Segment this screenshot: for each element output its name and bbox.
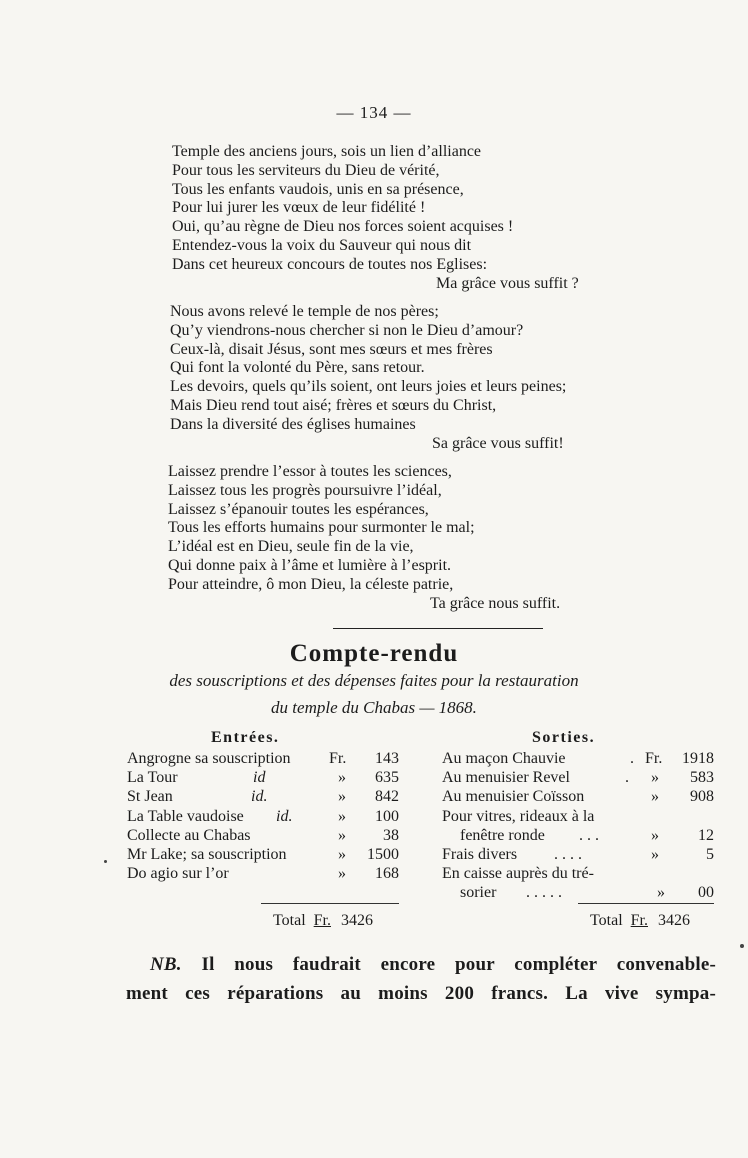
row-currency: » xyxy=(651,769,659,787)
table-row xyxy=(442,807,714,826)
row-currency: » xyxy=(338,788,346,806)
row-label: fenêtre ronde xyxy=(460,826,545,844)
poem-line: Les devoirs, quels qu’ils soient, ont leurs joies et leurs peines; xyxy=(170,378,567,396)
row-label: Do agio sur l’or xyxy=(127,865,229,883)
entrees-table xyxy=(127,749,399,883)
row-amount: 12 xyxy=(698,826,714,844)
section-divider xyxy=(333,628,543,629)
table-row xyxy=(127,749,399,768)
row-amount: 635 xyxy=(375,769,399,787)
row-currency: » xyxy=(651,788,659,806)
row-amount: 908 xyxy=(690,788,714,806)
row-amount: 100 xyxy=(375,807,399,825)
page-number: — 134 — xyxy=(336,103,412,122)
table-row xyxy=(127,768,399,787)
row-amount: 00 xyxy=(698,884,714,902)
entrees-heading: Entrées. xyxy=(211,729,280,746)
report-subtitle-line-1: des souscriptions et des dépenses faites pour la restauration xyxy=(169,671,579,690)
row-dots: . . . xyxy=(579,826,599,844)
poem-stanza-3 xyxy=(0,463,748,613)
row-amount: 38 xyxy=(383,826,399,844)
poem-line: Pour tous les serviteurs du Dieu de vérité, xyxy=(172,161,440,179)
row-label: Frais divers xyxy=(442,845,518,863)
report-title: Compte-rendu xyxy=(289,640,459,667)
poem-line: Temple des anciens jours, sois un lien d’alliance xyxy=(172,143,482,160)
entrees-total xyxy=(273,912,373,930)
poem-line: Laissez s’épanouir toutes les espérances, xyxy=(168,500,429,518)
table-row xyxy=(442,864,714,883)
poem-line: Tous les enfants vaudois, unis en sa présence, xyxy=(172,180,464,198)
row-currency: » xyxy=(338,826,346,844)
ink-speck xyxy=(740,944,744,948)
row-label: Au menuisier Revel xyxy=(442,769,570,787)
row-amount: 583 xyxy=(690,769,714,787)
row-label: La Table vaudoise xyxy=(127,807,244,825)
row-label: Mr Lake; sa souscription xyxy=(127,845,287,863)
poem-line: Nous avons relevé le temple de nos pères; xyxy=(170,303,439,320)
total-currency: Fr. xyxy=(630,912,648,929)
poem-line: Tous les efforts humains pour surmonter le mal; xyxy=(168,519,475,537)
poem-line: Qui donne paix à l’âme et lumière à l’esprit. xyxy=(168,556,452,574)
row-currency: » xyxy=(338,807,346,825)
row-currency: » xyxy=(338,845,346,863)
footnote-line-2: ment ces réparations au moins 200 francs. La vive sympa- xyxy=(126,983,716,1004)
table-row xyxy=(442,826,714,845)
row-amount: 5 xyxy=(706,845,714,863)
total-amount: 3426 xyxy=(658,912,690,929)
row-note: id. xyxy=(276,807,293,825)
table-row xyxy=(127,787,399,806)
row-label: La Tour xyxy=(127,769,178,787)
poem-stanza-2 xyxy=(0,303,748,453)
poem-stanza-1 xyxy=(0,143,748,293)
poem-line: Dans cet heureux concours de toutes nos Eglises: xyxy=(172,255,488,273)
total-label: Total xyxy=(273,912,306,929)
sorties-table xyxy=(442,749,714,903)
row-currency: » xyxy=(651,845,659,863)
table-row xyxy=(127,807,399,826)
row-amount: 842 xyxy=(375,788,399,806)
report-subtitle-line-2: du temple du Chabas — 1868. xyxy=(271,698,477,717)
entrees-total-rule xyxy=(261,903,399,904)
table-row xyxy=(442,883,714,902)
footnote-text-1: Il nous faudrait encore pour compléter convenable- xyxy=(201,954,716,975)
row-label: Collecte au Chabas xyxy=(127,826,251,844)
total-currency: Fr. xyxy=(313,912,331,929)
poem-refrain: Ta grâce nous suffit. xyxy=(430,594,561,612)
footnote-line-1 xyxy=(126,950,716,979)
table-row xyxy=(127,864,399,883)
row-dots: . xyxy=(625,769,629,787)
poem-refrain: Sa grâce vous suffit! xyxy=(432,434,564,452)
row-amount: 1918 xyxy=(682,750,714,767)
poem-line: Pour atteindre, ô mon Dieu, la céleste patrie, xyxy=(168,575,454,593)
poem-line: Oui, qu’au règne de Dieu nos forces soient acquises ! xyxy=(172,218,514,236)
row-currency: » xyxy=(338,769,346,787)
row-label: sorier xyxy=(460,884,497,902)
sorties-heading: Sorties. xyxy=(532,729,596,746)
sorties-total xyxy=(590,912,690,930)
row-currency: Fr. xyxy=(645,750,663,767)
row-label: Au menuisier Coïsson xyxy=(442,788,585,806)
poem-line: Entendez-vous la voix du Sauveur qui nous dit xyxy=(172,236,472,254)
poem-line: L’idéal est en Dieu, seule fin de la vie, xyxy=(168,538,414,556)
poem-line: Qu’y viendrons-nous chercher si non le Dieu d’amour? xyxy=(170,321,524,339)
poem-line: Qui font la volonté du Père, sans retour. xyxy=(170,359,425,377)
row-label: En caisse auprès du tré- xyxy=(442,865,594,883)
row-label: Pour vitres, rideaux à la xyxy=(442,807,595,825)
row-currency: Fr. xyxy=(329,750,347,767)
table-row xyxy=(127,826,399,845)
ink-speck xyxy=(104,860,107,863)
total-amount: 3426 xyxy=(341,912,373,929)
footnote xyxy=(126,950,716,1008)
poem-line: Pour lui jurer les vœux de leur fidélité ! xyxy=(172,199,426,217)
row-currency: » xyxy=(338,865,346,883)
sorties-total-rule xyxy=(578,903,714,904)
row-note: id xyxy=(253,769,266,787)
row-label: Au maçon Chauvie xyxy=(442,750,566,767)
table-row xyxy=(442,768,714,787)
poem-line: Mais Dieu rend tout aisé; frères et sœurs du Christ, xyxy=(170,396,497,414)
poem-line: Laissez tous les progrès poursuivre l’idéal, xyxy=(168,481,442,499)
row-dots: . . . . . xyxy=(526,884,562,902)
row-amount: 168 xyxy=(375,865,399,883)
row-amount: 143 xyxy=(375,750,399,767)
footnote-prefix: NB. xyxy=(150,954,182,975)
row-currency: » xyxy=(657,884,665,902)
poem-line: Laissez prendre l’essor à toutes les sciences, xyxy=(168,463,452,480)
poem-line: Ceux-là, disait Jésus, sont mes sœurs et mes frères xyxy=(170,340,493,358)
poem-refrain: Ma grâce vous suffit ? xyxy=(436,274,579,292)
row-dots: . xyxy=(630,750,634,767)
row-label: St Jean xyxy=(127,788,173,806)
total-label: Total xyxy=(590,912,623,929)
table-row xyxy=(442,787,714,806)
poem-line: Dans la diversité des églises humaines xyxy=(170,415,416,433)
row-currency: » xyxy=(651,826,659,844)
row-amount: 1500 xyxy=(367,845,399,863)
table-row xyxy=(442,845,714,864)
table-row xyxy=(442,749,714,768)
row-label: Angrogne sa souscription xyxy=(127,750,291,767)
row-dots: . . . . xyxy=(554,845,582,863)
table-row xyxy=(127,845,399,864)
row-note: id. xyxy=(251,788,268,806)
